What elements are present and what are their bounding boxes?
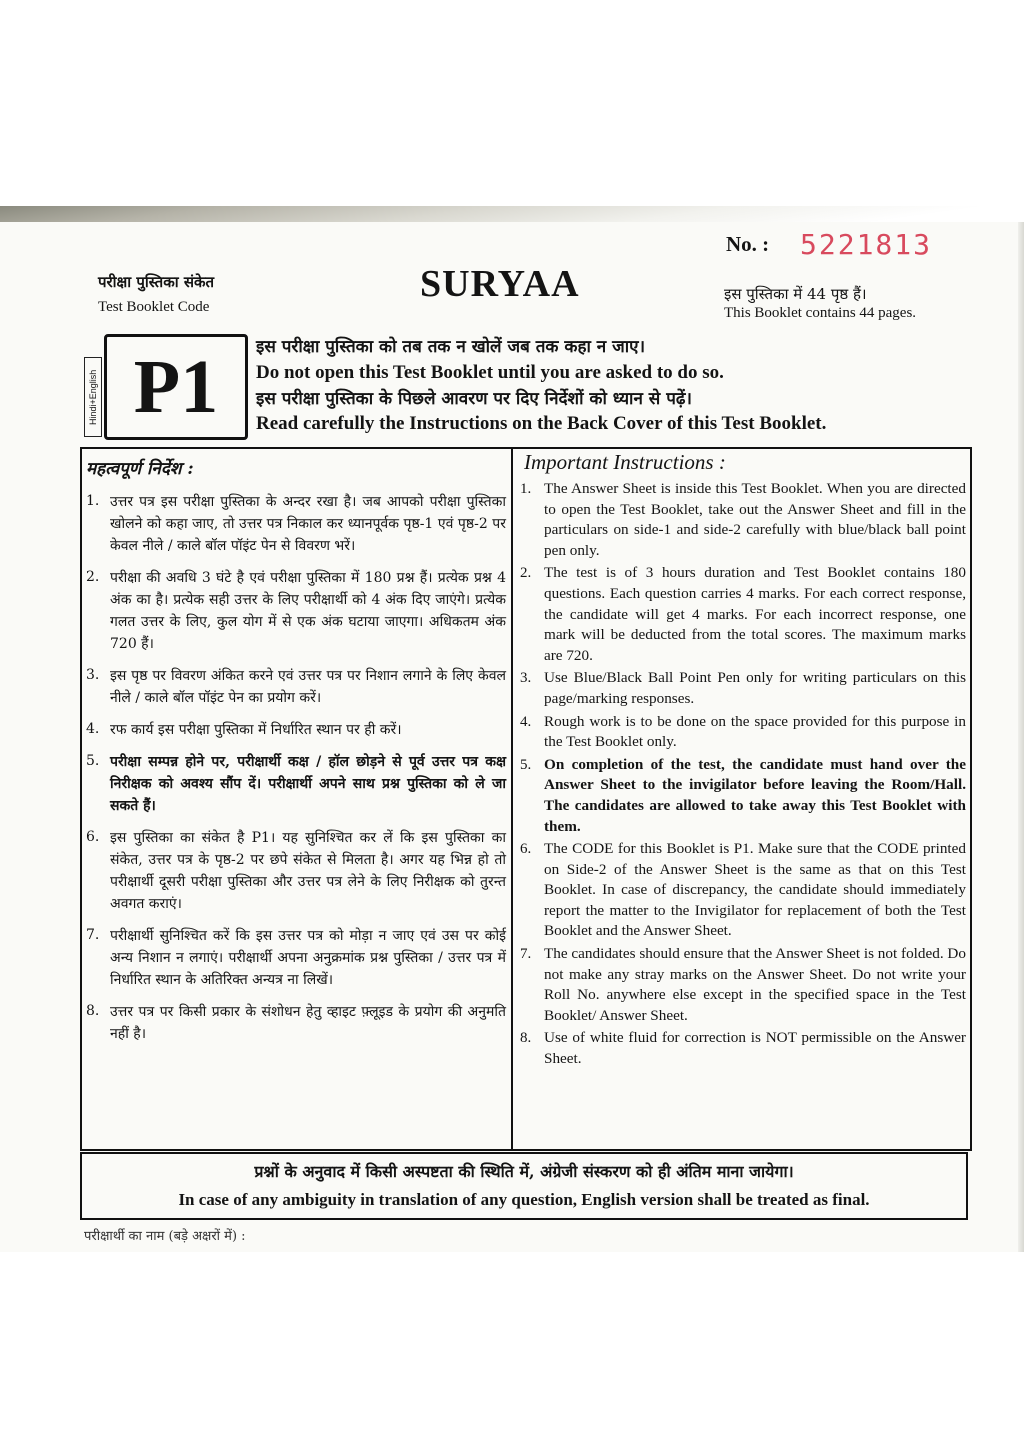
item-number: 7. xyxy=(86,927,100,943)
serial-number-label: No. : xyxy=(726,232,770,256)
instructions-hindi-heading: महत्वपूर्ण निर्देश : xyxy=(86,459,194,479)
instruction-item xyxy=(86,491,506,557)
instructions-hindi xyxy=(86,450,506,1055)
translation-notice-box xyxy=(80,1152,968,1220)
column-divider xyxy=(511,447,513,1149)
instruction-item xyxy=(86,567,506,655)
instruction-item xyxy=(86,665,506,709)
page-count-hindi: इस पुस्तिका में 44 पृष्ठ हैं। xyxy=(724,285,867,303)
instruction-item xyxy=(86,1001,506,1045)
item-number: 6. xyxy=(520,841,532,858)
item-text: परीक्षा की अवधि 3 घंटे है एवं परीक्षा पुस्तिका में 180 प्रश्न हैं। प्रत्येक प्रश्न 4 अंक का है। प्रत्येक सही उत्तर के लिए परीक्षार्थी को 4 अंक दिए जाएंगे। प्रत्येक गलत उत्तर के लिए, कुल योग में से एक अंक घटाया जाएगा। अधिकतम अंक 720 हैं। xyxy=(110,570,506,652)
instruction-item xyxy=(520,755,966,837)
item-text: Use of white fluid for correction is NOT permissible on the Answer Sheet. xyxy=(544,1029,966,1068)
instruction-item xyxy=(520,479,966,561)
instruction-item xyxy=(86,827,506,915)
instruction-item xyxy=(520,712,966,753)
item-text: The CODE for this Booklet is P1. Make sure that the CODE printed on Side-2 of the Answer Sheet is the same as that on this Test Booklet. In case of discrepancy, the candidate should immediately report the matter to the Invigilator for replacement of both the Test Booklet and the Answer Sheet. xyxy=(544,840,966,940)
notice-hindi-open: इस परीक्षा पुस्तिका को तब तक न खोलें जब तक कहा न जाए। xyxy=(256,337,646,357)
booklet-code-label: Test Booklet Code xyxy=(98,299,210,315)
item-text: उत्तर पत्र पर किसी प्रकार के संशोधन हेतु व्हाइट फ़्लूइड के प्रयोग की अनुमति नहीं है। xyxy=(110,1004,506,1042)
instruction-item xyxy=(520,944,966,1026)
item-number: 3. xyxy=(86,667,100,683)
item-number: 5. xyxy=(86,753,100,769)
instructions-english xyxy=(520,450,966,1072)
item-number: 1. xyxy=(86,493,100,509)
item-number: 8. xyxy=(520,1030,532,1047)
item-text: Use Blue/Black Ball Point Pen only for writing particulars on this page/marking responses. xyxy=(544,669,966,707)
item-number: 1. xyxy=(520,481,532,497)
item-number: 3. xyxy=(520,670,532,687)
language-tag: Hindi+English xyxy=(84,357,102,437)
page-edge xyxy=(1018,222,1024,1252)
item-number: 4. xyxy=(520,713,532,730)
booklet-code-label-hindi: परीक्षा पुस्तिका संकेत xyxy=(98,273,215,291)
item-number: 8. xyxy=(86,1003,100,1019)
notice-read: Read carefully the Instructions on the Back Cover of this Test Booklet. xyxy=(256,413,827,434)
translation-notice: In case of any ambiguity in translation of any question, English version shall be treated as final. xyxy=(178,1190,870,1209)
item-text: उत्तर पत्र इस परीक्षा पुस्तिका के अन्दर रखा है। जब आपको परीक्षा पुस्तिका खोलने को कहा जाए, तो उत्तर पत्र निकाल कर ध्यानपूर्वक पृष्ठ-1 एवं पृष्ठ-2 पर केवल नीले / काले बॉल पॉइंट पेन से विवरण भरें। xyxy=(110,494,506,554)
brand-title: SURYAA xyxy=(420,263,580,305)
item-number: 6. xyxy=(86,829,100,845)
notice-open: Do not open this Test Booklet until you are asked to do so. xyxy=(256,362,724,383)
item-number: 4. xyxy=(86,721,100,737)
item-text: इस पृष्ठ पर विवरण अंकित करने एवं उत्तर पत्र पर निशान लगाने के लिए केवल नीले / काले बॉल पॉइंट पेन का प्रयोग करें। xyxy=(110,668,506,706)
item-text: The Answer Sheet is inside this Test Booklet. When you are directed to open the Test Booklet, take out the Answer Sheet and fill in the particulars on side-1 and side-2 carefully with blue/black ball point pen only. xyxy=(544,480,966,559)
item-text: रफ कार्य इस परीक्षा पुस्तिका में निर्धारित स्थान पर ही करें। xyxy=(110,722,402,738)
item-text: The test is of 3 hours duration and Test Booklet contains 180 questions. Each question carries 4 marks. For each correct response, the candidate will get 4 marks. For each incorrect response, one mark will be deducted from the total scores. The maximum marks are 720. xyxy=(544,564,966,664)
translation-notice-hindi: प्रश्नों के अनुवाद में किसी अस्पष्टता की स्थिति में, अंग्रेजी संस्करण को ही अंतिम माना जायेगा। xyxy=(254,1162,794,1181)
item-number: 2. xyxy=(86,569,100,585)
instruction-item xyxy=(520,1028,966,1069)
item-number: 7. xyxy=(520,946,532,963)
instruction-item xyxy=(520,563,966,666)
instruction-item xyxy=(520,668,966,709)
instruction-item xyxy=(520,839,966,942)
item-number: 5. xyxy=(520,756,532,773)
page-count: This Booklet contains 44 pages. xyxy=(724,305,917,321)
item-number: 2. xyxy=(520,565,532,582)
item-text: परीक्षा सम्पन्न होने पर, परीक्षार्थी कक्ष / हॉल छोड़ने से पूर्व उत्तर पत्र कक्ष निरीक्षक को अवश्य सौंप दें। परीक्षार्थी अपने साथ प्रश्न पुस्तिका को ले जा सकते हैं। xyxy=(110,754,506,814)
item-text: The candidates should ensure that the Answer Sheet is not folded. Do not make any stray marks on the Answer Sheet. Do not write your Roll No. anywhere else except in the specified space in the Test Booklet/ Answer Sheet. xyxy=(544,945,966,1024)
item-text: On completion of the test, the candidate must hand over the Answer Sheet to the invigilator before leaving the Room/Hall. The candidates are allowed to take away this Test Booklet with them. xyxy=(544,755,966,835)
instruction-item xyxy=(86,925,506,991)
notice-hindi-read: इस परीक्षा पुस्तिका के पिछले आवरण पर दिए निर्देशों को ध्यान से पढ़ें। xyxy=(256,389,692,409)
item-text: इस पुस्तिका का संकेत है P1। यह सुनिश्चित कर लें कि इस पुस्तिका का संकेत, उत्तर पत्र के पृष्ठ-2 पर छपे संकेत से मिलता है। अगर यह भिन्न हो तो परीक्षार्थी दूसरी परीक्षा पुस्तिका और उत्तर पत्र लेने के लिए निरीक्षक को तुरन्त अवगत कराएं। xyxy=(110,830,506,912)
serial-number: 5221813 xyxy=(800,228,933,261)
instruction-item xyxy=(86,719,506,741)
booklet-code-box: P1 xyxy=(104,334,248,440)
instructions-english-heading: Important Instructions : xyxy=(524,450,726,474)
item-text: परीक्षार्थी सुनिश्चित करें कि इस उत्तर पत्र को मोड़ा न जाए एवं उस पर कोई अन्य निशान न लगाएं। परीक्षार्थी अपना अनुक्रमांक प्रश्न पुस्तिका / उत्तर पत्र में निर्धारित स्थान के अतिरिक्त अन्यत्र ना लिखें। xyxy=(110,928,506,988)
item-text: Rough work is to be done on the space provided for this purpose in the Test Booklet only. xyxy=(544,712,966,751)
candidate-name-label: परीक्षार्थी का नाम (बड़े अक्षरों में) : xyxy=(84,1229,246,1244)
instruction-item xyxy=(86,751,506,817)
